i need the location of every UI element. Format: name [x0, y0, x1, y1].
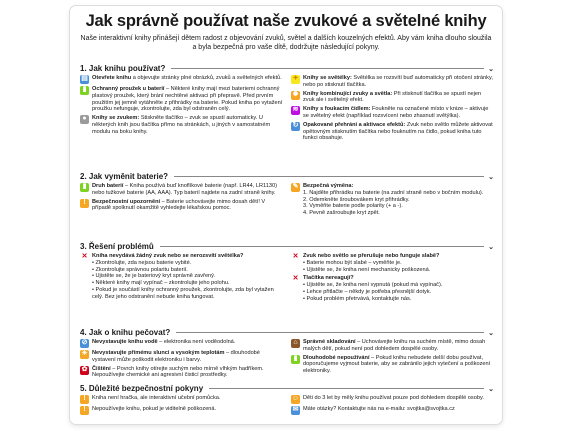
section-care — [80, 328, 494, 381]
storage-icon: ⌂ — [291, 339, 300, 348]
list-item — [291, 395, 494, 404]
battery-icon: ▮ — [80, 183, 89, 192]
chevron-down-icon[interactable]: ⌄ — [488, 385, 494, 393]
item-title: Druh baterií — [92, 183, 124, 189]
item-text: Kniha není hračka, ale interaktivní učební pomůcka. — [92, 395, 221, 401]
item-text: Světélka se rozsvítí buď automaticky při otočení stránky, nebo po stisknutí tlačítka. — [303, 75, 493, 88]
section-batteries — [80, 172, 494, 219]
item-title: Knihy s foukacím čidlem: — [303, 106, 371, 113]
section-troubleshooting — [80, 242, 494, 305]
item-text: Stiskněte tlačítko – zvuk se spustí automaticky. U některých knih jsou tlačítka přímo na stránkách, u jiných v samostatném modulu na boku knihy. — [92, 115, 271, 135]
item-title: Čištění — [92, 365, 111, 372]
list-item: 3. Vyměňte baterie podle polarity (+ a -). — [303, 203, 403, 210]
item-title: Nevystavujte knihu vodě — [92, 339, 158, 345]
item-title: Otevřete knihu — [92, 75, 132, 81]
chevron-down-icon[interactable]: ⌄ — [488, 65, 494, 73]
item-title: Opakované přehrání a aktivace efektů: — [303, 121, 406, 128]
chevron-down-icon[interactable]: ⌄ — [488, 329, 494, 337]
book-icon: ▤ — [81, 75, 88, 83]
list-item: ✕ Tlačítka nereagují? • Ujistěte se, že kniha není vypnutá (pokud má vypínač). • Lehce přitlačte – někdy je potřeba přesnější dotyk. • Pokud problém přetrvává, kontaktujte nás. — [292, 275, 443, 302]
item-text: Nepoužívejte knihu, pokud je viditelně poškozená. — [92, 406, 217, 412]
list-item — [80, 183, 283, 197]
mail-icon: ✉ — [292, 406, 299, 414]
screwdriver-icon: ✎ — [292, 183, 299, 191]
warning-icon: ! — [80, 395, 89, 404]
list-item — [291, 91, 494, 105]
item-text: – Uchovávejte knihu na suchém místě, mimo dosah malých dětí, pokud není pod dohledem dospělé osoby. — [303, 339, 486, 352]
item-title: Správné skladování — [303, 339, 356, 345]
list-item — [291, 339, 494, 353]
item-text: a objevujte stránky plné obrázků, zvuků a světelných efektů. — [131, 75, 282, 81]
sun-icon: ☀ — [81, 350, 88, 358]
cross-icon: ✕ — [81, 253, 88, 261]
section-heading[interactable]: 2. Jak vyměnit baterie? ⌄ — [80, 172, 494, 181]
cross-icon: ✕ — [292, 275, 299, 283]
list-item — [80, 115, 283, 135]
item-text: – Povrch knihy otírejte suchým nebo mírně vlhkým hadříkem. Nepoužívejte chemické ani agresivní čisticí prostředky. — [92, 365, 264, 379]
list-item: ✕ Zvuk nebo světlo se přerušuje nebo funguje slabě? • Baterie mohou být slabé – vyměňte je. • Ujistěte se, že kniha není mechanicky poškozená. — [292, 253, 440, 273]
item-text: Foukněte na označené místo v knize – aktivuje se světelný efekt (například rozsvícení nebo zhasnutí světýlka). — [303, 106, 489, 119]
cross-icon: ✕ — [292, 253, 299, 261]
list-item: 2. Odemkněte šroubovákem kryt přihrádky. — [303, 196, 410, 203]
bulb-icon: ✹ — [292, 90, 299, 98]
list-item — [80, 366, 283, 380]
item-text: – Baterie uchovávejte mimo dosah dětí! V případě spolknutí okamžitě vyhledejte lékařskou pomoc. — [92, 198, 266, 212]
list-item — [291, 106, 494, 120]
warning-icon: ! — [80, 199, 89, 208]
item-text: – Některé knihy mají mezi bateriemi ochranný plastový proužek, který brání nechtěné aktivaci při přepravě. Před prvním použitím jej jemně vytáhněte z přihrádky na baterie. Pokud kniha po vytažení proužku nefunguje, zkontrolujte, zda byl odstraněn celý. — [92, 86, 283, 113]
section-heading[interactable]: 4. Jak o knihu pečovat? ⌄ — [80, 328, 494, 337]
intro-text: Naše interaktivní knihy přinášejí dětem radost z objevování zvuků, světel a dalších kouzelných efektů. Aby vám kniha dlouho sloužila a byla bezpečná pro vaše dítě, dodržujte následující pokyny. — [80, 35, 492, 51]
page-title: Jak správně používat naše zvukové a světelné knihy — [85, 12, 487, 30]
list-item: • Lehce přitlačte – někdy je potřeba přesnější dotyk. — [303, 288, 432, 295]
list-item: ✕ Kniha nevydává žádný zvuk nebo se nerozsvítí světélka? • Zkontrolujte, zda nejsou baterie vybité. • Zkontrolujte správnou polaritu baterií. • Ujistěte se, že je bateriový kryt správně zavřený. • Některé knihy mají vypínač – zkontrolujte jeho polohu. • Pokud je součástí knihy ochranný proužek, zkontrolujte, zda byl vytažen celý. Bez jeho odstranění nebude kniha fungovat. — [80, 253, 283, 301]
list-item — [80, 75, 283, 84]
item-title: Knihy se zvukem: — [92, 115, 140, 122]
section-heading[interactable]: 3. Řešení problémů ⌄ — [80, 242, 494, 251]
section-safety — [80, 384, 494, 417]
list-item: • Zkontrolujte, zda nejsou baterie vybité. — [92, 259, 192, 266]
item-text: Děti do 3 let by měly knihu používat pouze pod dohledem dospělé osoby. — [303, 395, 484, 401]
list-item — [80, 339, 283, 348]
item-text: – dlouhodobé vystavení může poškodit elektroniku i barvy. — [92, 350, 260, 363]
sound-button-icon: ● — [80, 115, 89, 124]
item-title: Knihy se světélky: — [303, 75, 352, 81]
list-item — [80, 406, 283, 415]
list-item: 4. Pevně zašroubujte kryt zpět. — [303, 210, 380, 217]
list-item — [291, 75, 494, 89]
item-text: Máte otázky? Kontaktujte nás na e-mailu: svojtka@svojtka.cz — [303, 406, 455, 412]
list-item: • Baterie mohou být slabé – vyměňte je. — [303, 259, 402, 266]
sparkle-icon: ✦ — [292, 75, 299, 83]
item-title: Nevystavujte přímému slunci a vysokým teplotám — [92, 350, 225, 356]
list-item — [80, 350, 283, 364]
item-title: Dlouhodobé nepoužívání — [303, 354, 370, 361]
chevron-down-icon[interactable]: ⌄ — [488, 173, 494, 181]
battery-icon: ▮ — [291, 355, 300, 364]
list-item — [80, 395, 283, 404]
cleaning-icon: ✿ — [81, 365, 88, 373]
item-title: Knihy kombinující zvuky a světla: — [303, 90, 393, 97]
chevron-down-icon[interactable]: ⌄ — [488, 243, 494, 251]
list-item — [291, 355, 494, 375]
section-usage — [80, 64, 494, 144]
list-item: • Ujistěte se, že je bateriový kryt správně zavřený. — [92, 273, 216, 280]
item-text: Zvuk nebo světlo můžete aktivovat opětovným stisknutím tlačítka nebo fouknutím na čidlo, pokud kniha tuto funkci obsahuje. — [303, 121, 493, 142]
section-heading[interactable]: 1. Jak knihu používat? ⌄ — [80, 64, 494, 73]
list-item: • Ujistěte se, že kniha není vypnutá (pokud má vypínač). — [303, 282, 443, 289]
no-water-icon: ⊘ — [81, 339, 88, 347]
list-item: • Pokud je součástí knihy ochranný proužek, zkontrolujte, zda byl vytažen celý. Bez jeho odstranění nebude kniha fungovat. — [92, 286, 274, 300]
item-title: Ochranný proužek u baterií — [92, 86, 165, 92]
list-item — [80, 86, 283, 113]
instruction-sheet — [70, 6, 502, 424]
warning-icon: ! — [80, 406, 89, 415]
list-item — [291, 406, 494, 415]
item-text: – Pokud knihu nebudete delší dobu používat, doporučujeme vyjmout baterie, aby se zabránilo jejich vytečení a poškození elektroniky. — [303, 354, 491, 375]
list-item: • Zkontrolujte správnou polaritu baterií. — [92, 266, 188, 273]
battery-strip-icon: ▮ — [80, 86, 89, 95]
item-title: Bezpečnostní upozornění — [92, 198, 161, 205]
list-item: • Ujistěte se, že kniha není mechanicky poškozená. — [303, 266, 431, 273]
section-heading[interactable]: 5. Důležité bezpečnostní pokyny ⌄ — [80, 384, 494, 393]
list-item: • Pokud problém přetrvává, kontaktujte nás. — [303, 295, 412, 302]
list-item: ✎ Bezpečná výměna: 1. Najděte přihrádku na baterie (na zadní straně nebo v bočním modulu). 2. Odemkněte šroubovákem kryt přihrádky. 3. Vyměňte baterie podle polarity (+ a -). 4. Pevně zašroubujte kryt zpět. — [292, 183, 484, 217]
item-text: – elektronika není voděodolná. — [157, 339, 236, 345]
breath-icon: ≋ — [292, 106, 299, 114]
list-item: • Některé knihy mají vypínač – zkontrolujte jeho polohu. — [92, 280, 230, 287]
list-item — [80, 199, 283, 213]
item-text: – Kniha používá buď knoflíkové baterie (např. LR44, LR1130) nebo tužkové baterie (AA, AAA). Typ baterií najdete na zadní straně knihy. — [92, 183, 277, 196]
list-item: 1. Najděte přihrádku na baterie (na zadní straně nebo v bočním modulu). — [303, 189, 484, 196]
item-text: Při stisknutí tlačítka se spustí nejen zvuk ale i světelný efekt. — [303, 90, 482, 104]
child-icon: ☺ — [291, 395, 300, 403]
repeat-icon: ↻ — [292, 121, 299, 129]
list-item — [291, 122, 494, 142]
